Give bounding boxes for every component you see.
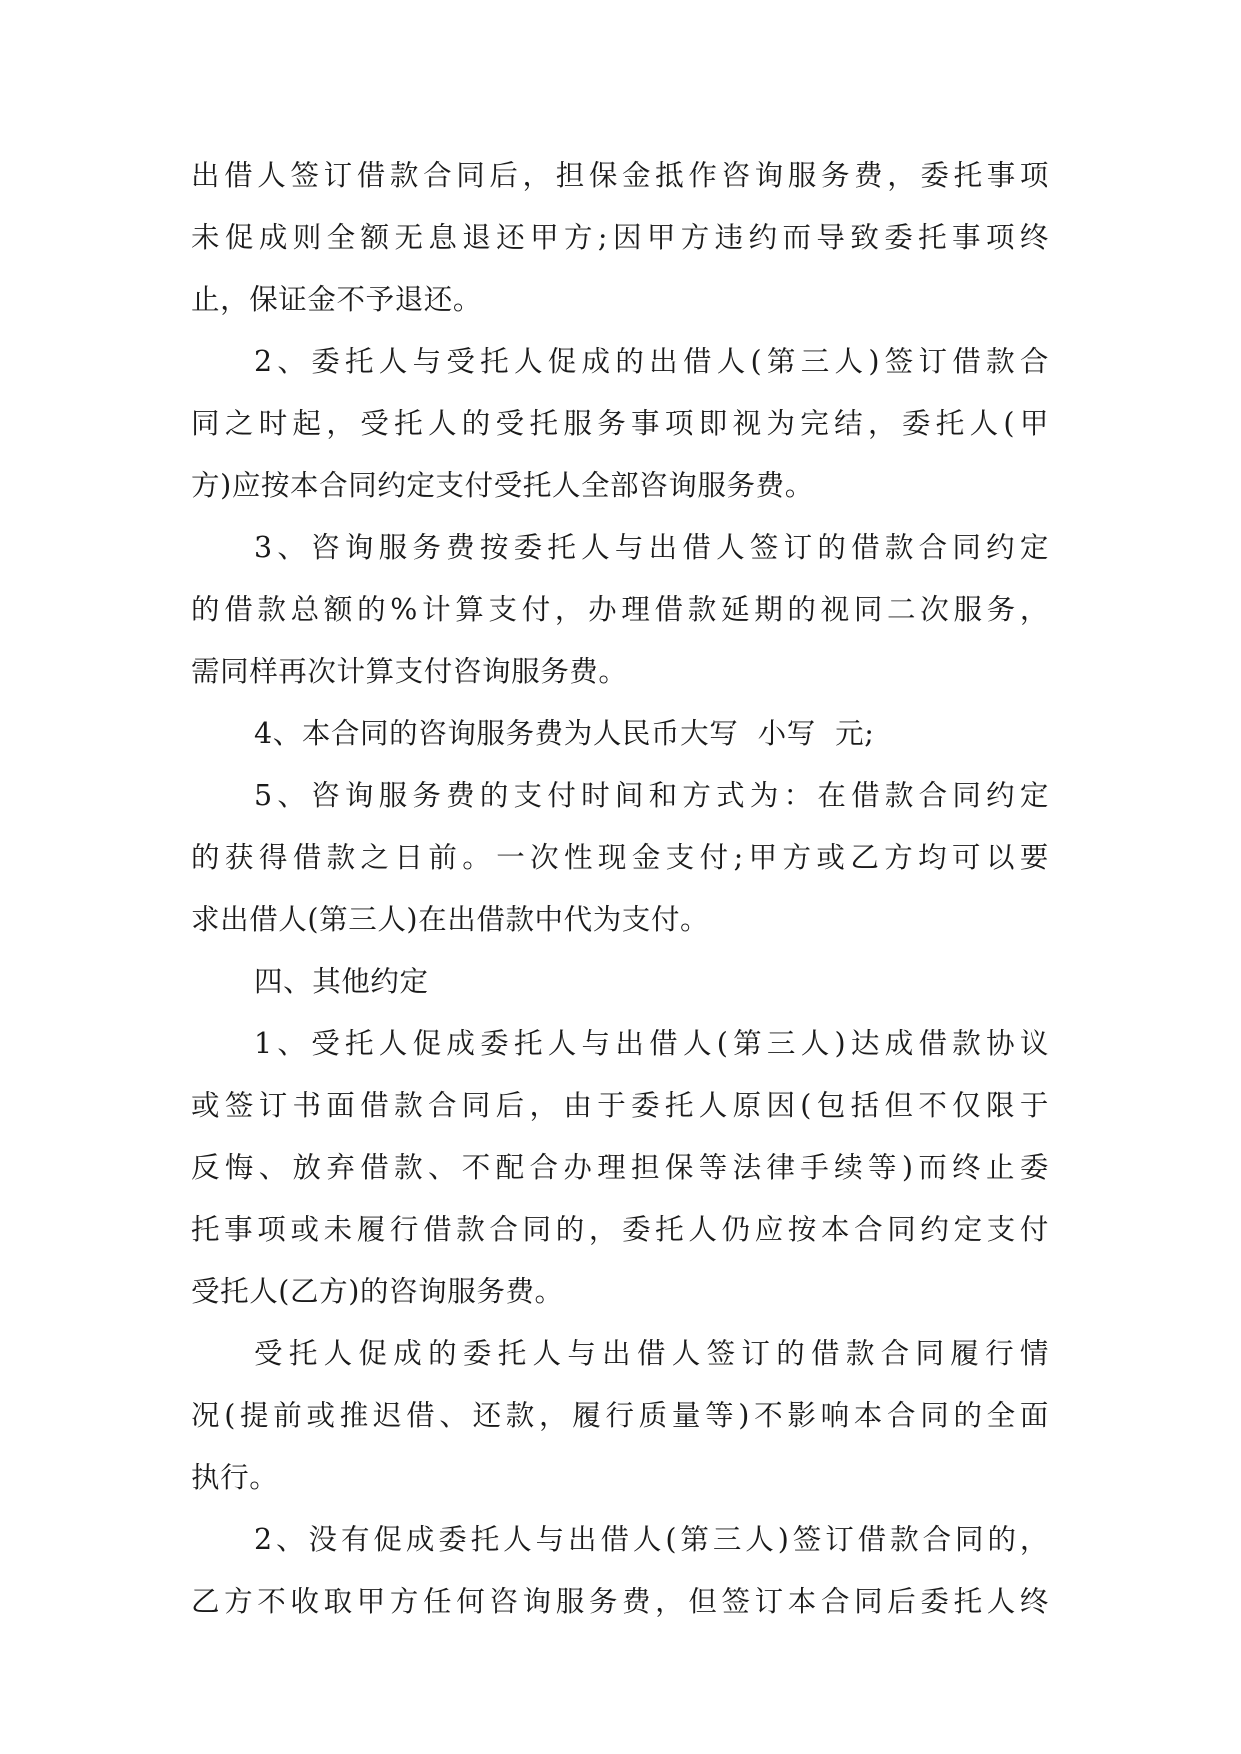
text-line: 反悔、放弃借款、不配合办理担保等法律手续等)而终止委 [191,1151,1049,1184]
text-line: 止，保证金不予退还。 [191,283,483,316]
text-line: 1、受托人促成委托人与出借人(第三人)达成借款协议 [254,1027,1049,1060]
text-line: 4、本合同的咨询服务费为人民币大写 小写 元; [254,717,875,750]
text-line: 或签订书面借款合同后，由于委托人原因(包括但不仅限于 [191,1089,1049,1122]
text-line: 受托人(乙方)的咨询服务费。 [191,1275,564,1308]
text-line: 乙方不收取甲方任何咨询服务费，但签订本合同后委托人终 [191,1585,1049,1618]
section-heading: 四、其他约定 [254,965,429,998]
text-line: 的获得借款之日前。一次性现金支付;甲方或乙方均可以要 [191,841,1049,874]
text-line: 5、咨询服务费的支付时间和方式为：在借款合同约定 [254,779,1049,812]
text-line: 方)应按本合同约定支付受托人全部咨询服务费。 [191,469,814,502]
text-line: 需同样再次计算支付咨询服务费。 [191,655,628,688]
text-line: 2、委托人与受托人促成的出借人(第三人)签订借款合 [254,345,1049,378]
text-line: 的借款总额的%计算支付，办理借款延期的视同二次服务， [191,593,1049,626]
text-line: 托事项或未履行借款合同的，委托人仍应按本合同约定支付 [191,1213,1049,1246]
text-line: 3、咨询服务费按委托人与出借人签订的借款合同约定 [254,531,1049,564]
text-line: 受托人促成的委托人与出借人签订的借款合同履行情 [254,1337,1049,1370]
text-line: 同之时起，受托人的受托服务事项即视为完结，委托人(甲 [191,407,1049,440]
text-line: 2、没有促成委托人与出借人(第三人)签订借款合同的， [254,1523,1049,1556]
text-line: 求出借人(第三人)在出借款中代为支付。 [191,903,710,936]
text-line: 执行。 [191,1461,279,1494]
text-line: 出借人签订借款合同后，担保金抵作咨询服务费，委托事项 [191,159,1049,192]
text-line: 未促成则全额无息退还甲方;因甲方违约而导致委托事项终 [191,221,1049,254]
text-line: 况(提前或推迟借、还款，履行质量等)不影响本合同的全面 [191,1399,1049,1432]
